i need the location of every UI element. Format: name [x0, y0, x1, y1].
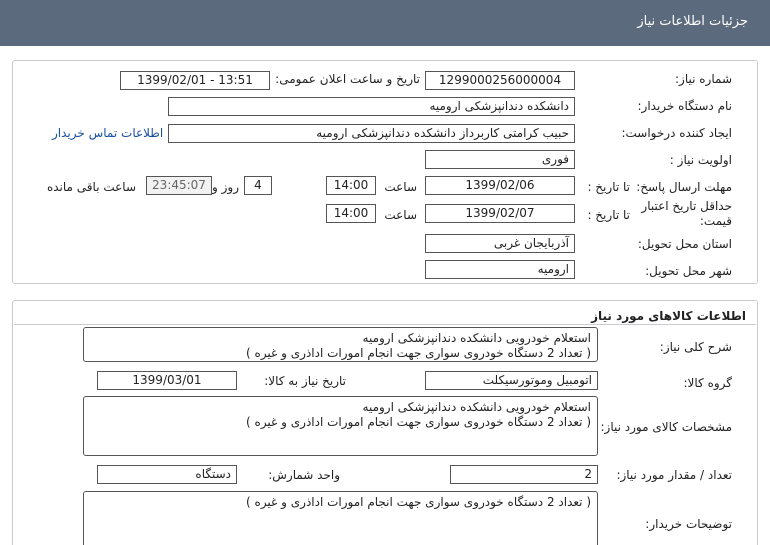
province-label: استان محل تحویل: — [637, 237, 732, 251]
need-date-field: 1399/03/01 — [97, 371, 237, 390]
remaining-time-label: ساعت باقی مانده — [46, 180, 136, 194]
need-number-label: شماره نیاز: — [675, 72, 732, 86]
qty-field: 2 — [450, 465, 598, 484]
goods-group-field: اتومبیل وموتورسیکلت — [425, 371, 598, 390]
validity-time-label: ساعت — [384, 208, 417, 222]
buyer-notes-box — [83, 491, 598, 545]
spec-line-1: استعلام خودرویی دانشکده دندانپزشکی ارومیه — [362, 400, 591, 414]
deadline-time-label: ساعت — [384, 180, 417, 194]
goods-section-divider — [14, 324, 756, 325]
spec-label: مشخصات کالای مورد نیاز: — [600, 420, 732, 434]
validity-date-field: 1399/02/07 — [425, 204, 575, 223]
goods-section-title: اطلاعات کالاهای مورد نیاز — [591, 309, 746, 323]
buyer-org-field: دانشکده دندانپزشکی ارومیه — [168, 97, 575, 116]
city-label: شهر محل تحویل: — [645, 264, 732, 278]
validity-time-field: 14:00 — [326, 204, 376, 223]
summary-line-1: استعلام خودرویی دانشکده دندانپزشکی ارومیه — [362, 331, 591, 345]
announce-field: 1399/02/01 - 13:51 — [120, 71, 270, 90]
deadline-date-field: 1399/02/06 — [425, 176, 575, 195]
priority-label: اولویت نیاز : — [669, 153, 732, 167]
summary-line-2: ( تعداد 2 دستگاه خودروی سواری جهت انجام امورات اداذری و غیره ) — [246, 346, 591, 360]
deadline-label: مهلت ارسال پاسخ: — [636, 180, 732, 194]
buyer-notes-label: توضیحات خریدار: — [645, 517, 732, 531]
unit-field: دستگاه — [97, 465, 237, 484]
announce-label: تاریخ و ساعت اعلان عمومی: — [275, 72, 420, 86]
summary-label: شرح کلی نیاز: — [659, 340, 732, 354]
qty-label: تعداد / مقدار مورد نیاز: — [616, 468, 732, 482]
buyer-notes-text: ( تعداد 2 دستگاه خودروی سواری جهت انجام امورات اداذری و غیره ) — [246, 495, 591, 509]
priority-field: فوری — [425, 150, 575, 169]
spec-line-2: ( تعداد 2 دستگاه خودروی سواری جهت انجام امورات اداذری و غیره ) — [246, 415, 591, 429]
buyer-org-label: نام دستگاه خریدار: — [637, 99, 732, 113]
days-remaining-field: 4 — [244, 176, 272, 195]
deadline-time-field: 14:00 — [326, 176, 376, 195]
spec-box — [83, 396, 598, 456]
unit-label: واحد شمارش: — [268, 468, 340, 482]
summary-box — [83, 327, 598, 362]
need-number-field: 1299000256000004 — [425, 71, 575, 90]
province-field: آذربایجان غربی — [425, 234, 575, 253]
creator-field: حبیب کرامتی کاربرداز دانشکده دندانپزشکی ارومیه — [168, 124, 575, 143]
deadline-to-date-label: تا تاریخ : — [587, 180, 630, 194]
need-date-label: تاریخ نیاز به کالا: — [264, 374, 346, 388]
days-label: روز و — [212, 180, 239, 194]
page-title: جزئیات اطلاعات نیاز — [637, 14, 748, 29]
city-field: ارومیه — [425, 260, 575, 279]
validity-label: حداقل تاریخ اعتبار قیمت: — [641, 199, 732, 228]
page-header — [0, 0, 770, 46]
goods-group-label: گروه کالا: — [683, 376, 732, 390]
remaining-time-field: 23:45:07 — [146, 176, 212, 195]
buyer-contact-link[interactable]: اطلاعات تماس خریدار — [52, 126, 164, 140]
validity-to-date-label: تا تاریخ : — [587, 208, 630, 222]
creator-label: ایجاد کننده درخواست: — [621, 126, 732, 140]
